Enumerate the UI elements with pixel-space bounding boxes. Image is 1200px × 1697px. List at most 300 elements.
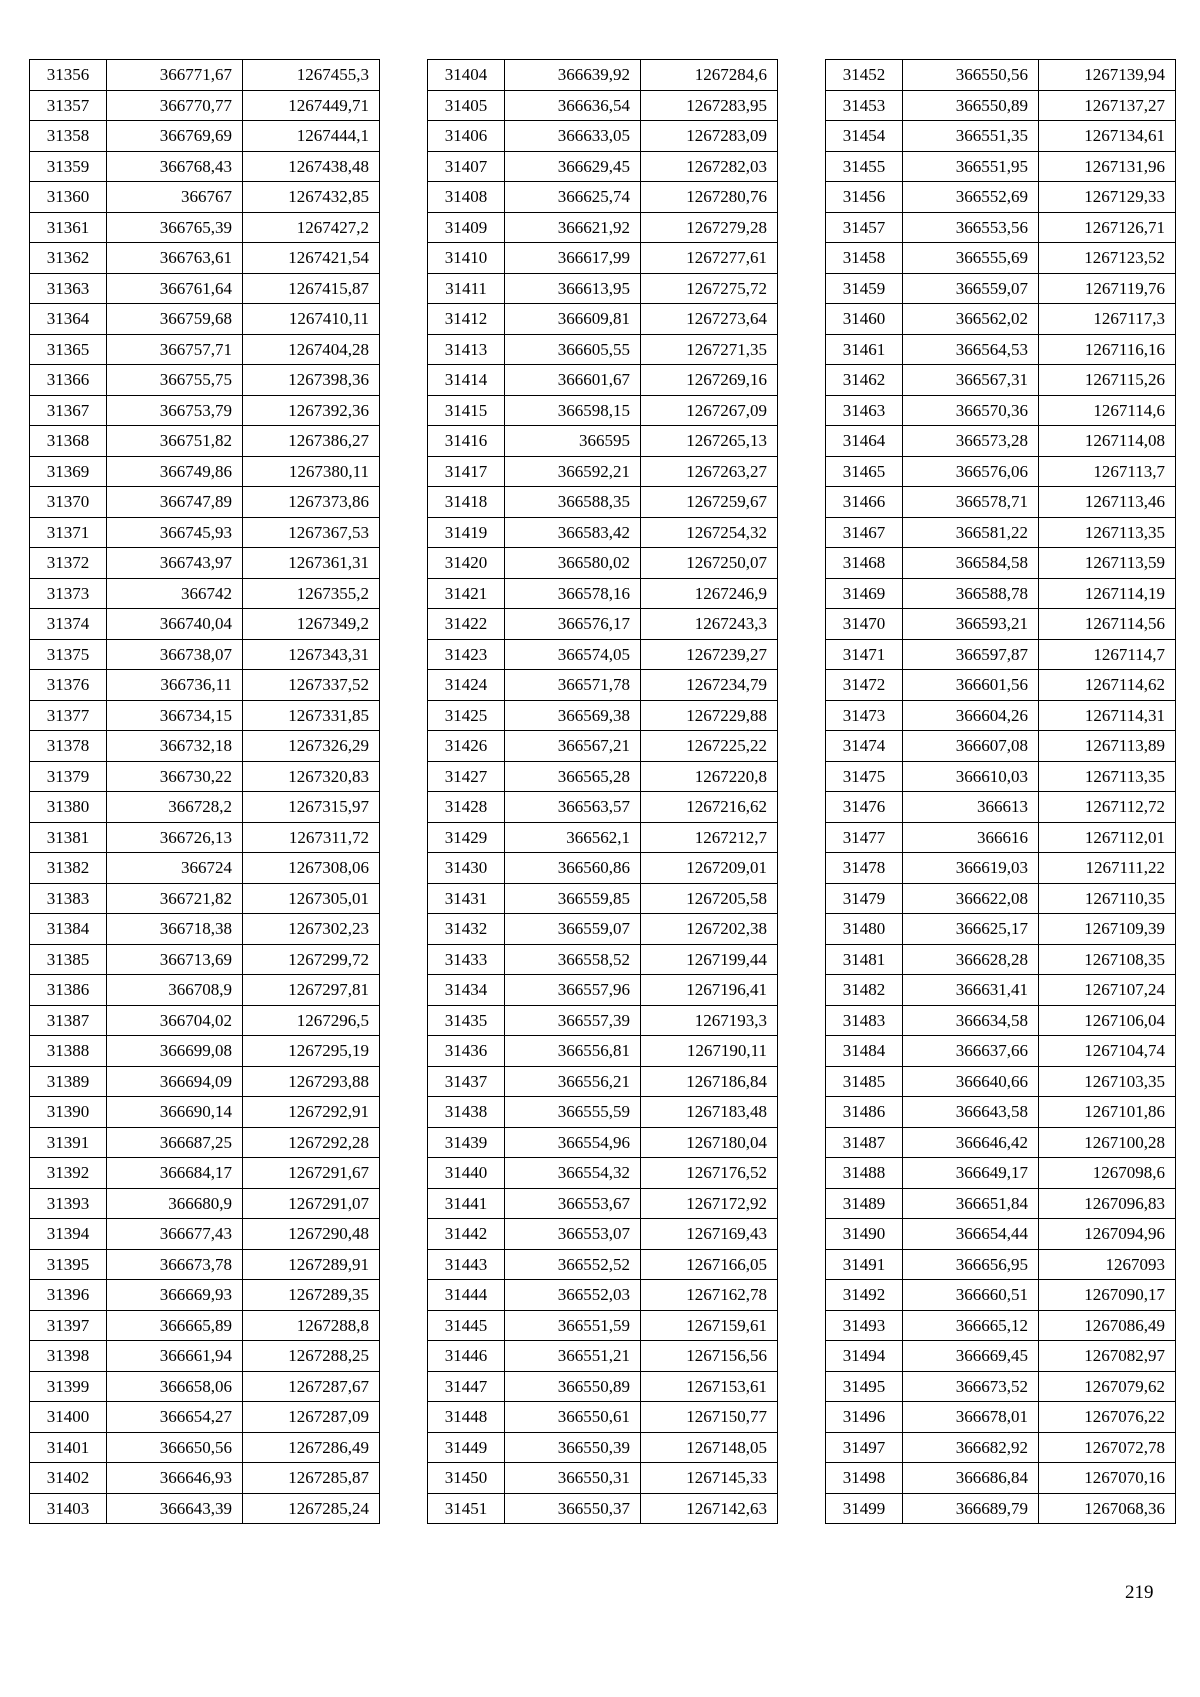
y-coordinate-cell: 1267113,7 [1039, 456, 1176, 487]
point-number-cell: 31437 [428, 1066, 505, 1097]
y-coordinate-cell: 1267386,27 [243, 426, 380, 457]
x-coordinate-cell: 366745,93 [107, 517, 243, 548]
y-coordinate-cell: 1267432,85 [243, 182, 380, 213]
y-coordinate-cell: 1267076,22 [1039, 1402, 1176, 1433]
point-number-cell: 31398 [30, 1341, 107, 1372]
x-coordinate-cell: 366690,14 [107, 1097, 243, 1128]
table-row [428, 1402, 778, 1433]
y-coordinate-cell: 1267337,52 [243, 670, 380, 701]
table-row [826, 1127, 1176, 1158]
point-number-cell: 31446 [428, 1341, 505, 1372]
table-row [428, 1097, 778, 1128]
table-row [30, 1493, 380, 1524]
point-number-cell: 31447 [428, 1371, 505, 1402]
point-number-cell: 31430 [428, 853, 505, 884]
x-coordinate-cell: 366584,58 [903, 548, 1039, 579]
table-row [428, 243, 778, 274]
x-coordinate-cell: 366732,18 [107, 731, 243, 762]
table-row [826, 1097, 1176, 1128]
x-coordinate-cell: 366658,06 [107, 1371, 243, 1402]
y-coordinate-cell: 1267292,91 [243, 1097, 380, 1128]
table-row [30, 1280, 380, 1311]
table-row [826, 1493, 1176, 1524]
point-number-cell: 31468 [826, 548, 903, 579]
point-number-cell: 31458 [826, 243, 903, 274]
x-coordinate-cell: 366550,89 [505, 1371, 641, 1402]
x-coordinate-cell: 366552,69 [903, 182, 1039, 213]
x-coordinate-cell: 366554,96 [505, 1127, 641, 1158]
x-coordinate-cell: 366550,31 [505, 1463, 641, 1494]
table-row [428, 1371, 778, 1402]
y-coordinate-cell: 1267176,52 [641, 1158, 778, 1189]
x-coordinate-cell: 366689,79 [903, 1493, 1039, 1524]
table-row [428, 639, 778, 670]
x-coordinate-cell: 366753,79 [107, 395, 243, 426]
x-coordinate-cell: 366559,85 [505, 883, 641, 914]
point-number-cell: 31400 [30, 1402, 107, 1433]
table-row [30, 487, 380, 518]
y-coordinate-cell: 1267072,78 [1039, 1432, 1176, 1463]
point-number-cell: 31466 [826, 487, 903, 518]
point-number-cell: 31480 [826, 914, 903, 945]
y-coordinate-cell: 1267280,76 [641, 182, 778, 213]
point-number-cell: 31367 [30, 395, 107, 426]
table-row [30, 121, 380, 152]
y-coordinate-cell: 1267134,61 [1039, 121, 1176, 152]
point-number-cell: 31433 [428, 944, 505, 975]
table-row [428, 914, 778, 945]
point-number-cell: 31453 [826, 90, 903, 121]
y-coordinate-cell: 1267112,01 [1039, 822, 1176, 853]
point-number-cell: 31456 [826, 182, 903, 213]
point-number-cell: 31371 [30, 517, 107, 548]
x-coordinate-cell: 366687,25 [107, 1127, 243, 1158]
y-coordinate-cell: 1267123,52 [1039, 243, 1176, 274]
y-coordinate-cell: 1267070,16 [1039, 1463, 1176, 1494]
table-row [428, 792, 778, 823]
point-number-cell: 31443 [428, 1249, 505, 1280]
table-row [428, 548, 778, 579]
point-number-cell: 31364 [30, 304, 107, 335]
y-coordinate-cell: 1267156,56 [641, 1341, 778, 1372]
table-row [428, 578, 778, 609]
x-coordinate-cell: 366613,95 [505, 273, 641, 304]
table-row [826, 365, 1176, 396]
point-number-cell: 31448 [428, 1402, 505, 1433]
y-coordinate-cell: 1267131,96 [1039, 151, 1176, 182]
point-number-cell: 31465 [826, 456, 903, 487]
x-coordinate-cell: 366609,81 [505, 304, 641, 335]
point-number-cell: 31356 [30, 60, 107, 91]
point-number-cell: 31361 [30, 212, 107, 243]
point-number-cell: 31397 [30, 1310, 107, 1341]
y-coordinate-cell: 1267100,28 [1039, 1127, 1176, 1158]
x-coordinate-cell: 366558,52 [505, 944, 641, 975]
x-coordinate-cell: 366550,39 [505, 1432, 641, 1463]
table-row [428, 426, 778, 457]
x-coordinate-cell: 366708,9 [107, 975, 243, 1006]
x-coordinate-cell: 366643,58 [903, 1097, 1039, 1128]
point-number-cell: 31383 [30, 883, 107, 914]
point-number-cell: 31452 [826, 60, 903, 91]
table-row [30, 243, 380, 274]
point-number-cell: 31406 [428, 121, 505, 152]
table-row [30, 426, 380, 457]
x-coordinate-cell: 366678,01 [903, 1402, 1039, 1433]
point-number-cell: 31369 [30, 456, 107, 487]
y-coordinate-cell: 1267142,63 [641, 1493, 778, 1524]
table-row [428, 1219, 778, 1250]
y-coordinate-cell: 1267290,48 [243, 1219, 380, 1250]
point-number-cell: 31496 [826, 1402, 903, 1433]
y-coordinate-cell: 1267216,62 [641, 792, 778, 823]
x-coordinate-cell: 366553,07 [505, 1219, 641, 1250]
y-coordinate-cell: 1267116,16 [1039, 334, 1176, 365]
y-coordinate-cell: 1267320,83 [243, 761, 380, 792]
y-coordinate-cell: 1267269,16 [641, 365, 778, 396]
point-number-cell: 31373 [30, 578, 107, 609]
y-coordinate-cell: 1267250,07 [641, 548, 778, 579]
table-row [30, 914, 380, 945]
table-row [428, 212, 778, 243]
table-row [826, 334, 1176, 365]
point-number-cell: 31399 [30, 1371, 107, 1402]
x-coordinate-cell: 366578,16 [505, 578, 641, 609]
point-number-cell: 31368 [30, 426, 107, 457]
point-number-cell: 31449 [428, 1432, 505, 1463]
x-coordinate-cell: 366552,52 [505, 1249, 641, 1280]
y-coordinate-cell: 1267162,78 [641, 1280, 778, 1311]
y-coordinate-cell: 1267172,92 [641, 1188, 778, 1219]
x-coordinate-cell: 366616 [903, 822, 1039, 853]
y-coordinate-cell: 1267103,35 [1039, 1066, 1176, 1097]
x-coordinate-cell: 366550,89 [903, 90, 1039, 121]
y-coordinate-cell: 1267111,22 [1039, 853, 1176, 884]
x-coordinate-cell: 366713,69 [107, 944, 243, 975]
y-coordinate-cell: 1267415,87 [243, 273, 380, 304]
y-coordinate-cell: 1267283,95 [641, 90, 778, 121]
y-coordinate-cell: 1267148,05 [641, 1432, 778, 1463]
point-number-cell: 31429 [428, 822, 505, 853]
table-row [30, 944, 380, 975]
table-row [826, 944, 1176, 975]
y-coordinate-cell: 1267117,3 [1039, 304, 1176, 335]
table-row [428, 304, 778, 335]
table-row [428, 121, 778, 152]
x-coordinate-cell: 366654,44 [903, 1219, 1039, 1250]
table-row [826, 1005, 1176, 1036]
x-coordinate-cell: 366736,11 [107, 670, 243, 701]
table-row [826, 1432, 1176, 1463]
x-coordinate-cell: 366761,64 [107, 273, 243, 304]
x-coordinate-cell: 366730,22 [107, 761, 243, 792]
table-row [428, 1066, 778, 1097]
table-row [826, 273, 1176, 304]
point-number-cell: 31382 [30, 853, 107, 884]
y-coordinate-cell: 1267202,38 [641, 914, 778, 945]
point-number-cell: 31487 [826, 1127, 903, 1158]
point-number-cell: 31497 [826, 1432, 903, 1463]
x-coordinate-cell: 366617,99 [505, 243, 641, 274]
table-row [428, 822, 778, 853]
x-coordinate-cell: 366768,43 [107, 151, 243, 182]
table-row [30, 731, 380, 762]
x-coordinate-cell: 366622,08 [903, 883, 1039, 914]
point-number-cell: 31484 [826, 1036, 903, 1067]
y-coordinate-cell: 1267343,31 [243, 639, 380, 670]
y-coordinate-cell: 1267115,26 [1039, 365, 1176, 396]
table-row [30, 548, 380, 579]
point-number-cell: 31381 [30, 822, 107, 853]
table-row [30, 60, 380, 91]
point-number-cell: 31467 [826, 517, 903, 548]
y-coordinate-cell: 1267410,11 [243, 304, 380, 335]
x-coordinate-cell: 366580,02 [505, 548, 641, 579]
table-row [826, 1402, 1176, 1433]
y-coordinate-cell: 1267068,36 [1039, 1493, 1176, 1524]
table-row [428, 365, 778, 396]
y-coordinate-cell: 1267263,27 [641, 456, 778, 487]
table-row [30, 1463, 380, 1494]
x-coordinate-cell: 366610,03 [903, 761, 1039, 792]
y-coordinate-cell: 1267289,35 [243, 1280, 380, 1311]
y-coordinate-cell: 1267113,35 [1039, 517, 1176, 548]
y-coordinate-cell: 1267101,86 [1039, 1097, 1176, 1128]
table-row [428, 975, 778, 1006]
y-coordinate-cell: 1267398,36 [243, 365, 380, 396]
point-number-cell: 31365 [30, 334, 107, 365]
x-coordinate-cell: 366553,67 [505, 1188, 641, 1219]
y-coordinate-cell: 1267373,86 [243, 487, 380, 518]
coordinates-table-2 [427, 59, 778, 1524]
y-coordinate-cell: 1267271,35 [641, 334, 778, 365]
x-coordinate-cell: 366553,56 [903, 212, 1039, 243]
y-coordinate-cell: 1267287,67 [243, 1371, 380, 1402]
table-row [428, 395, 778, 426]
x-coordinate-cell: 366613 [903, 792, 1039, 823]
table-row [826, 121, 1176, 152]
x-coordinate-cell: 366555,69 [903, 243, 1039, 274]
x-coordinate-cell: 366557,96 [505, 975, 641, 1006]
point-number-cell: 31435 [428, 1005, 505, 1036]
x-coordinate-cell: 366639,92 [505, 60, 641, 91]
point-number-cell: 31454 [826, 121, 903, 152]
table-row [428, 944, 778, 975]
point-number-cell: 31408 [428, 182, 505, 213]
x-coordinate-cell: 366755,75 [107, 365, 243, 396]
x-coordinate-cell: 366651,84 [903, 1188, 1039, 1219]
table-row [826, 212, 1176, 243]
y-coordinate-cell: 1267267,09 [641, 395, 778, 426]
table-row [30, 304, 380, 335]
point-number-cell: 31392 [30, 1158, 107, 1189]
point-number-cell: 31490 [826, 1219, 903, 1250]
table-row [30, 334, 380, 365]
point-number-cell: 31384 [30, 914, 107, 945]
y-coordinate-cell: 1267205,58 [641, 883, 778, 914]
x-coordinate-cell: 366763,61 [107, 243, 243, 274]
y-coordinate-cell: 1267096,83 [1039, 1188, 1176, 1219]
table-row [30, 639, 380, 670]
table-row [826, 975, 1176, 1006]
x-coordinate-cell: 366598,15 [505, 395, 641, 426]
point-number-cell: 31455 [826, 151, 903, 182]
point-number-cell: 31485 [826, 1066, 903, 1097]
table-row [428, 273, 778, 304]
table-row [826, 883, 1176, 914]
point-number-cell: 31439 [428, 1127, 505, 1158]
x-coordinate-cell: 366637,66 [903, 1036, 1039, 1067]
x-coordinate-cell: 366771,67 [107, 60, 243, 91]
x-coordinate-cell: 366649,17 [903, 1158, 1039, 1189]
x-coordinate-cell: 366550,61 [505, 1402, 641, 1433]
x-coordinate-cell: 366593,21 [903, 609, 1039, 640]
table-row [826, 426, 1176, 457]
table-row [30, 1341, 380, 1372]
x-coordinate-cell: 366665,89 [107, 1310, 243, 1341]
point-number-cell: 31426 [428, 731, 505, 762]
y-coordinate-cell: 1267183,48 [641, 1097, 778, 1128]
y-coordinate-cell: 1267153,61 [641, 1371, 778, 1402]
table-body [826, 60, 1176, 1524]
table-row [826, 670, 1176, 701]
table-row [428, 853, 778, 884]
point-number-cell: 31419 [428, 517, 505, 548]
point-number-cell: 31416 [428, 426, 505, 457]
point-number-cell: 31395 [30, 1249, 107, 1280]
x-coordinate-cell: 366578,71 [903, 487, 1039, 518]
point-number-cell: 31498 [826, 1463, 903, 1494]
y-coordinate-cell: 1267315,97 [243, 792, 380, 823]
point-number-cell: 31460 [826, 304, 903, 335]
table-row [30, 212, 380, 243]
y-coordinate-cell: 1267113,59 [1039, 548, 1176, 579]
y-coordinate-cell: 1267190,11 [641, 1036, 778, 1067]
x-coordinate-cell: 366550,56 [903, 60, 1039, 91]
y-coordinate-cell: 1267254,32 [641, 517, 778, 548]
table-row [826, 578, 1176, 609]
x-coordinate-cell: 366673,78 [107, 1249, 243, 1280]
y-coordinate-cell: 1267114,08 [1039, 426, 1176, 457]
point-number-cell: 31391 [30, 1127, 107, 1158]
table-row [30, 1005, 380, 1036]
point-number-cell: 31417 [428, 456, 505, 487]
x-coordinate-cell: 366633,05 [505, 121, 641, 152]
x-coordinate-cell: 366734,15 [107, 700, 243, 731]
y-coordinate-cell: 1267079,62 [1039, 1371, 1176, 1402]
table-row [30, 1371, 380, 1402]
table-row [30, 975, 380, 1006]
table-row [30, 1188, 380, 1219]
table-row [30, 1158, 380, 1189]
y-coordinate-cell: 1267273,64 [641, 304, 778, 335]
point-number-cell: 31358 [30, 121, 107, 152]
point-number-cell: 31379 [30, 761, 107, 792]
x-coordinate-cell: 366650,56 [107, 1432, 243, 1463]
point-number-cell: 31412 [428, 304, 505, 335]
point-number-cell: 31418 [428, 487, 505, 518]
y-coordinate-cell: 1267292,28 [243, 1127, 380, 1158]
y-coordinate-cell: 1267094,96 [1039, 1219, 1176, 1250]
y-coordinate-cell: 1267331,85 [243, 700, 380, 731]
x-coordinate-cell: 366682,92 [903, 1432, 1039, 1463]
y-coordinate-cell: 1267129,33 [1039, 182, 1176, 213]
y-coordinate-cell: 1267137,27 [1039, 90, 1176, 121]
x-coordinate-cell: 366743,97 [107, 548, 243, 579]
y-coordinate-cell: 1267285,24 [243, 1493, 380, 1524]
x-coordinate-cell: 366597,87 [903, 639, 1039, 670]
x-coordinate-cell: 366728,2 [107, 792, 243, 823]
y-coordinate-cell: 1267293,88 [243, 1066, 380, 1097]
y-coordinate-cell: 1267234,79 [641, 670, 778, 701]
point-number-cell: 31478 [826, 853, 903, 884]
y-coordinate-cell: 1267296,5 [243, 1005, 380, 1036]
point-number-cell: 31438 [428, 1097, 505, 1128]
y-coordinate-cell: 1267139,94 [1039, 60, 1176, 91]
table-row [428, 761, 778, 792]
point-number-cell: 31491 [826, 1249, 903, 1280]
table-row [30, 1402, 380, 1433]
y-coordinate-cell: 1267145,33 [641, 1463, 778, 1494]
table-row [428, 1158, 778, 1189]
x-coordinate-cell: 366721,82 [107, 883, 243, 914]
table-row [826, 1341, 1176, 1372]
y-coordinate-cell: 1267302,23 [243, 914, 380, 945]
y-coordinate-cell: 1267119,76 [1039, 273, 1176, 304]
table-row [428, 456, 778, 487]
point-number-cell: 31427 [428, 761, 505, 792]
y-coordinate-cell: 1267090,17 [1039, 1280, 1176, 1311]
table-row [826, 1219, 1176, 1250]
y-coordinate-cell: 1267392,36 [243, 395, 380, 426]
x-coordinate-cell: 366634,58 [903, 1005, 1039, 1036]
table-row [428, 883, 778, 914]
table-row [826, 853, 1176, 884]
y-coordinate-cell: 1267297,81 [243, 975, 380, 1006]
y-coordinate-cell: 1267113,89 [1039, 731, 1176, 762]
table-row [826, 822, 1176, 853]
table-row [826, 1371, 1176, 1402]
x-coordinate-cell: 366605,55 [505, 334, 641, 365]
x-coordinate-cell: 366767 [107, 182, 243, 213]
point-number-cell: 31482 [826, 975, 903, 1006]
x-coordinate-cell: 366699,08 [107, 1036, 243, 1067]
point-number-cell: 31440 [428, 1158, 505, 1189]
x-coordinate-cell: 366601,67 [505, 365, 641, 396]
y-coordinate-cell: 1267104,74 [1039, 1036, 1176, 1067]
point-number-cell: 31421 [428, 578, 505, 609]
y-coordinate-cell: 1267287,09 [243, 1402, 380, 1433]
point-number-cell: 31470 [826, 609, 903, 640]
y-coordinate-cell: 1267311,72 [243, 822, 380, 853]
point-number-cell: 31396 [30, 1280, 107, 1311]
table-row [428, 1188, 778, 1219]
x-coordinate-cell: 366680,9 [107, 1188, 243, 1219]
table-row [30, 609, 380, 640]
table-row [30, 792, 380, 823]
point-number-cell: 31451 [428, 1493, 505, 1524]
point-number-cell: 31410 [428, 243, 505, 274]
table-row [428, 1432, 778, 1463]
x-coordinate-cell: 366554,32 [505, 1158, 641, 1189]
table-row [30, 761, 380, 792]
y-coordinate-cell: 1267299,72 [243, 944, 380, 975]
x-coordinate-cell: 366573,28 [903, 426, 1039, 457]
point-number-cell: 31469 [826, 578, 903, 609]
point-number-cell: 31463 [826, 395, 903, 426]
y-coordinate-cell: 1267277,61 [641, 243, 778, 274]
y-coordinate-cell: 1267225,22 [641, 731, 778, 762]
